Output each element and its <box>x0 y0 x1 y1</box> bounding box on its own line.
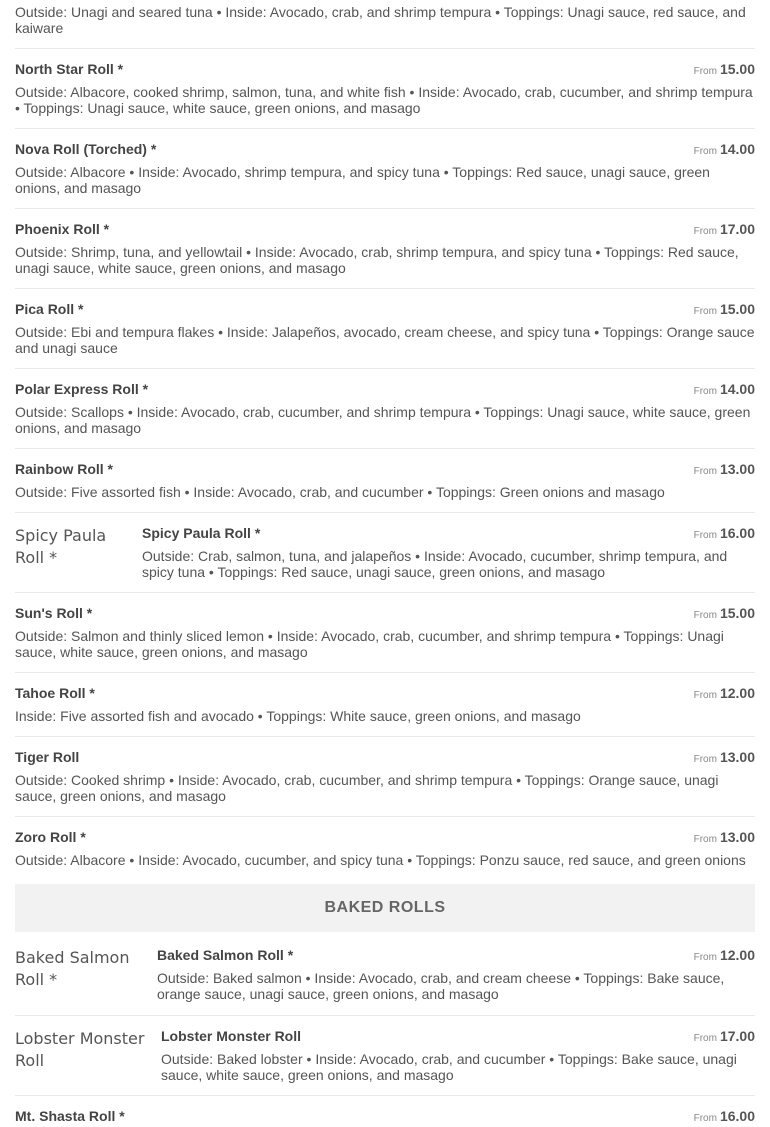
price-from-label: From <box>693 466 717 477</box>
item-name: Lobster Monster Roll <box>161 1028 302 1044</box>
item-description: Outside: Ebi and tempura flakes • Inside: Jalapeños, avocado, cream cheese, and spicy tuna • Toppings: Orange sauce and unagi sauce <box>15 324 755 356</box>
price-from-label: From <box>693 1033 717 1044</box>
item-name: Zoro Roll * <box>15 829 86 845</box>
price-value: 16.00 <box>719 525 755 541</box>
item-description: Outside: Cooked shrimp • Inside: Avocado, crab, cucumber, and shrimp tempura • Toppings: Orange sauce, unagi sauce, green onions, and masago <box>15 772 719 804</box>
price-from-label: From <box>693 952 717 963</box>
menu-item[interactable] <box>15 288 755 369</box>
price-value: 17.00 <box>719 221 755 237</box>
item-price <box>694 461 755 480</box>
item-price <box>694 301 755 320</box>
price-from-label: From <box>693 754 717 765</box>
price-value: 12.00 <box>719 685 755 701</box>
item-name: Polar Express Roll * <box>15 381 149 397</box>
price-from-label: From <box>693 146 717 157</box>
item-description: Outside: Albacore, cooked shrimp, salmon, tuna, and white fish • Inside: Avocado, crab, cucumber, and shrimp tempura • Toppings: Unagi sauce, white sauce, green onions, and masago <box>15 84 753 116</box>
price-value: 16.00 <box>719 1108 755 1124</box>
item-price <box>694 221 755 240</box>
price-from-label: From <box>693 530 717 541</box>
item-name: Tiger Roll <box>15 749 80 765</box>
item-price <box>694 685 755 704</box>
menu-item[interactable] <box>15 448 755 513</box>
item-name: Nova Roll (Torched) * <box>15 141 157 157</box>
item-name: Spicy Paula Roll * <box>142 525 261 541</box>
item-description: Outside: Crab, salmon, tuna, and jalapeños • Inside: Avocado, cucumber, shrimp tempura, and spicy tuna • Toppings: Red sauce, unagi sauce, green onions, and masago <box>142 548 728 580</box>
menu-item[interactable] <box>15 128 755 209</box>
item-name: Phoenix Roll * <box>15 221 110 237</box>
price-value: 13.00 <box>719 749 755 765</box>
price-value: 15.00 <box>719 301 755 317</box>
item-price <box>694 605 755 624</box>
price-from-label: From <box>693 1113 717 1124</box>
item-name: Mt. Shasta Roll * <box>15 1108 125 1124</box>
item-description: Outside: Albacore • Inside: Avocado, cucumber, and spicy tuna • Toppings: Ponzu sauce, red sauce, and green onions <box>15 852 746 868</box>
item-description: Outside: Unagi and seared tuna • Inside: Avocado, crab, and shrimp tempura • Toppings: Unagi sauce, red sauce, and kaiware <box>15 4 746 36</box>
item-name: North Star Roll * <box>15 61 124 77</box>
item-image-placeholder[interactable]: Spicy Paula Roll * <box>15 526 107 567</box>
item-name: Pica Roll * <box>15 301 84 317</box>
item-description: Outside: Five assorted fish • Inside: Avocado, crab, and cucumber • Toppings: Green onions and masago <box>15 484 665 500</box>
item-price <box>694 141 755 160</box>
price-value: 15.00 <box>719 605 755 621</box>
item-price <box>694 381 755 400</box>
price-value: 14.00 <box>719 141 755 157</box>
price-value: 13.00 <box>719 829 755 845</box>
item-image-placeholder[interactable]: Baked Salmon Roll * <box>15 948 130 989</box>
item-image-placeholder[interactable]: Lobster Monster Roll <box>15 1029 145 1070</box>
menu-item[interactable] <box>15 512 755 593</box>
menu-item[interactable] <box>15 1015 755 1096</box>
price-value: 17.00 <box>719 1028 755 1044</box>
price-value: 15.00 <box>719 61 755 77</box>
section-title: BAKED ROLLS <box>324 899 446 916</box>
price-from-label: From <box>693 226 717 237</box>
price-value: 13.00 <box>719 461 755 477</box>
price-from-label: From <box>693 306 717 317</box>
price-value: 12.00 <box>719 947 755 963</box>
item-price <box>694 1108 755 1127</box>
menu-item[interactable] <box>15 368 755 449</box>
item-description: Outside: Baked lobster • Inside: Avocado, crab, and cucumber • Toppings: Bake sauce, unagi sauce, white sauce, green onions, and masago <box>161 1051 737 1083</box>
menu-item[interactable] <box>15 592 755 673</box>
item-name: Baked Salmon Roll * <box>157 947 294 963</box>
section-header-baked-rolls <box>15 884 755 932</box>
item-name: Sun's Roll * <box>15 605 93 621</box>
item-description: Outside: Baked salmon • Inside: Avocado, crab, and cream cheese • Toppings: Bake sauce, orange sauce, unagi sauce, green onions, and masago <box>157 970 725 1002</box>
item-price <box>694 829 755 848</box>
item-description: Outside: Shrimp, tuna, and yellowtail • Inside: Avocado, crab, shrimp tempura, and spicy tuna • Toppings: Red sauce, unagi sauce, white sauce, green onions, and masago <box>15 244 739 276</box>
price-from-label: From <box>693 386 717 397</box>
item-price <box>694 947 755 966</box>
item-description: Outside: Scallops • Inside: Avocado, crab, cucumber, and shrimp tempura • Toppings: Unagi sauce, white sauce, green onions, and masago <box>15 404 751 436</box>
item-price <box>694 61 755 80</box>
item-price <box>694 749 755 768</box>
item-price <box>694 1028 755 1047</box>
menu-item[interactable] <box>15 1095 755 1126</box>
item-price <box>694 525 755 544</box>
price-from-label: From <box>693 66 717 77</box>
item-name: Tahoe Roll * <box>15 685 95 701</box>
item-description: Outside: Albacore • Inside: Avocado, shrimp tempura, and spicy tuna • Toppings: Red sauce, unagi sauce, green onions, and masago <box>15 164 710 196</box>
menu-item[interactable] <box>15 816 755 881</box>
menu-item[interactable] <box>15 672 755 737</box>
menu-item[interactable] <box>15 736 755 817</box>
item-description: Outside: Salmon and thinly sliced lemon • Inside: Avocado, crab, cucumber, and shrimp tempura • Toppings: Unagi sauce, white sauce, green onions, and masago <box>15 628 724 660</box>
item-description: Inside: Five assorted fish and avocado • Toppings: White sauce, green onions, and masago <box>15 708 581 724</box>
menu-item[interactable] <box>15 935 755 1015</box>
item-name: Rainbow Roll * <box>15 461 113 477</box>
price-from-label: From <box>693 834 717 845</box>
menu-item[interactable] <box>15 48 755 129</box>
price-from-label: From <box>693 690 717 701</box>
price-from-label: From <box>693 610 717 621</box>
price-value: 14.00 <box>719 381 755 397</box>
menu-item[interactable] <box>15 208 755 289</box>
